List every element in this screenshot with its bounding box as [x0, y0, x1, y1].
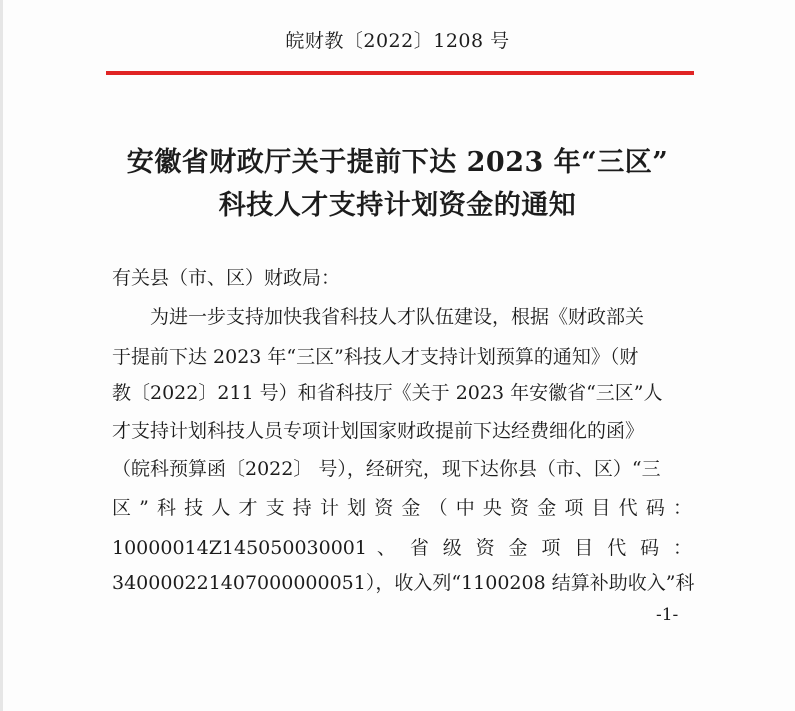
body-line-3: 教〔2022〕211 号）和省科技厅《关于 2023 年安徽省“三区”人	[112, 382, 663, 404]
document-title-line-1: 安徽省财政厅关于提前下达 2023 年“三区”	[126, 147, 669, 178]
body-line-6: 区”科技人才支持计划资金（中央资金项目代码：	[112, 497, 692, 519]
body-line-1: 为进一步支持加快我省科技人才队伍建设，根据《财政部关	[150, 306, 645, 328]
red-header-rule	[106, 71, 694, 75]
body-line-7: 10000014Z145050030001 、 省 级 资 金 项 目 代 码 ：	[112, 537, 692, 559]
document-title-line-2: 科技人才支持计划资金的通知	[218, 190, 577, 221]
body-line-8: 340000221407000000051），收入列“1100208 结算补助收入”科	[112, 572, 695, 594]
page-number: -1-	[656, 605, 679, 625]
body-line-4: 才支持计划科技人员专项计划国家财政提前下达经费细化的函》	[112, 420, 645, 442]
body-line-2: 于提前下达 2023 年“三区”科技人才支持计划预算的通知》（财	[112, 346, 639, 368]
body-line-5: （皖科预算函〔2022〕 号），经研究，现下达你县（市、区）“三	[112, 458, 661, 480]
page-edge-shadow	[0, 0, 3, 711]
document-number: 皖财教〔2022〕1208 号	[285, 30, 510, 52]
salutation: 有关县（市、区）财政局：	[112, 267, 341, 289]
